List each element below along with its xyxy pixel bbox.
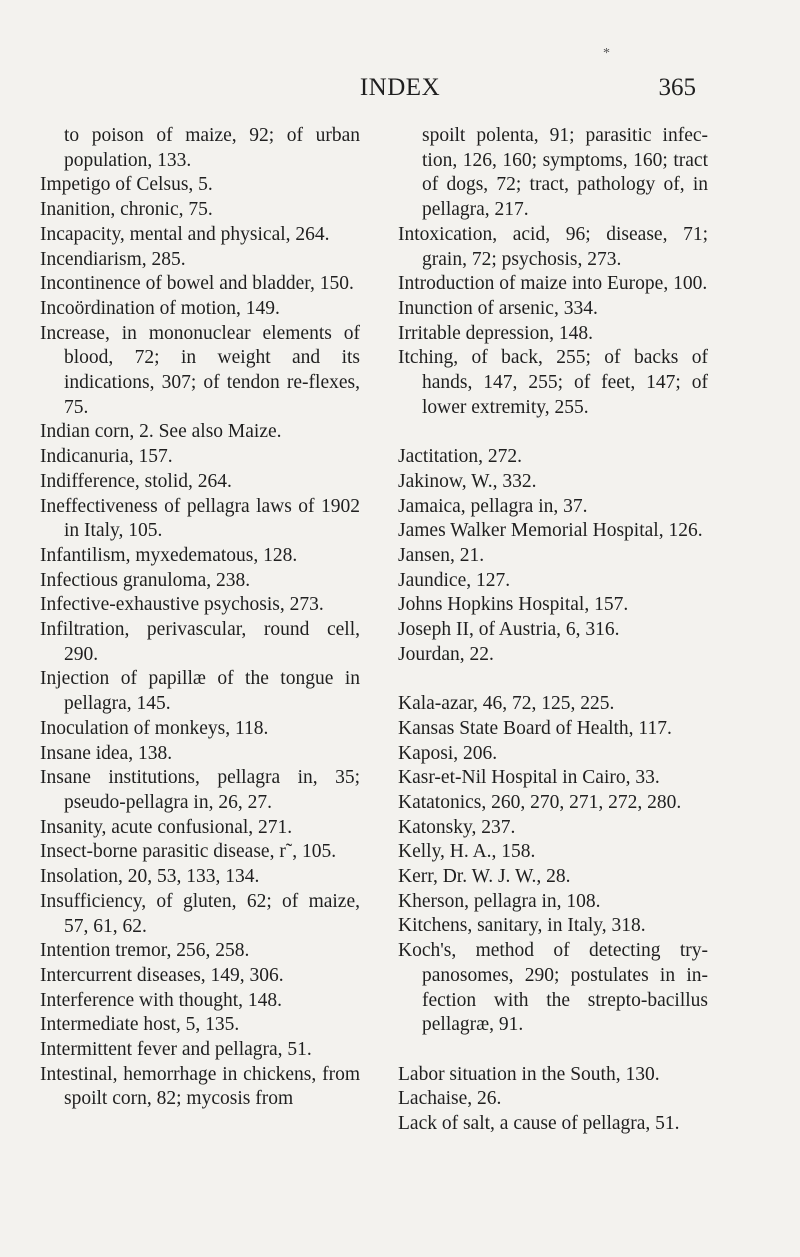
index-entry: Katatonics, 260, 270, 271, 272, 280. [398, 791, 682, 813]
index-entry: Indian corn, 2. See also Maize. [40, 421, 282, 443]
index-entry: Impetigo of Celsus, 5. [40, 174, 213, 196]
index-entry: Insane idea, 138. [40, 742, 173, 764]
index-entry: Ineffectiveness of pellagra laws of 1902 in Italy, 105. [40, 495, 360, 542]
index-entry-continuation: to poison of maize, 92; of urban population, 133. [64, 125, 360, 171]
index-entry: Insolation, 20, 53, 133, 134. [40, 866, 260, 888]
index-entry: Incapacity, mental and physical, 264. [40, 223, 330, 245]
index-entry: Kherson, pellagra in, 108. [398, 890, 601, 912]
index-entry: Intermittent fever and pellagra, 51. [40, 1039, 312, 1061]
index-entry: Inunction of arsenic, 334. [398, 297, 598, 319]
index-entry: Incoördination of motion, 149. [40, 297, 280, 319]
index-column-right [398, 124, 708, 1137]
index-entry: Injection of papillæ of the tongue in pellagra, 145. [40, 668, 360, 715]
index-entry: Jamaica, pellagra in, 37. [398, 495, 588, 517]
page-header [0, 74, 800, 110]
index-entry-continuation: spoilt polenta, 91; parasitic infec-tion, 126, 160; symptoms, 160; tract of dogs, 72; tract, pathology of, in pellagra, 217. [422, 125, 708, 221]
letter-group-gap [398, 1038, 708, 1063]
page-mark: * [603, 46, 610, 61]
index-entry: Johns Hopkins Hospital, 157. [398, 594, 629, 616]
index-entry: Infectious granuloma, 238. [40, 569, 251, 591]
index-entry: Joseph II, of Austria, 6, 316. [398, 619, 620, 641]
index-entry: Jourdan, 22. [398, 643, 494, 665]
index-column-left [40, 124, 360, 1112]
index-entry: Inanition, chronic, 75. [40, 199, 213, 221]
index-entry: Infiltration, perivascular, round cell, 290. [40, 619, 360, 665]
index-entry: Intention tremor, 256, 258. [40, 940, 250, 962]
index-entry: Intoxication, acid, 96; disease, 71; grain, 72; psychosis, 273. [398, 223, 708, 270]
index-entry: Intermediate host, 5, 135. [40, 1014, 240, 1036]
letter-group-gap [398, 667, 708, 692]
index-entry: Indicanuria, 157. [40, 446, 173, 468]
index-entry: Incendiarism, 285. [40, 248, 186, 270]
index-entry: Koch's, method of detecting try-panosomes, 290; postulates in in-fection with the strepto-bacillus pellagræ, 91. [398, 940, 708, 1036]
index-entry: Insanity, acute confusional, 271. [40, 816, 293, 838]
index-entry: Intestinal, hemorrhage in chickens, from spoilt corn, 82; mycosis from [40, 1063, 360, 1110]
index-entry: Introduction of maize into Europe, 100. [398, 273, 708, 295]
index-entry: Irritable depression, 148. [398, 322, 593, 344]
index-entry: James Walker Memorial Hospital, 126. [398, 520, 703, 542]
index-entry: Katonsky, 237. [398, 816, 516, 838]
index-entry: Intercurrent diseases, 149, 306. [40, 964, 284, 986]
index-entry: Increase, in mononuclear elements of blood, 72; in weight and its indications, 307; of tendon re-flexes, 75. [40, 322, 360, 418]
index-entry: Insect-borne parasitic disease, r˜, 105. [40, 841, 337, 863]
index-entry: Lack of salt, a cause of pellagra, 51. [398, 1113, 680, 1135]
index-entry: Kerr, Dr. W. J. W., 28. [398, 866, 571, 888]
index-entry: Insufficiency, of gluten, 62; of maize, 57, 61, 62. [40, 890, 360, 937]
index-entry: Jactitation, 272. [398, 446, 523, 468]
letter-group-gap [398, 420, 708, 445]
index-entry: Kala-azar, 46, 72, 125, 225. [398, 693, 615, 715]
page-title: INDEX [359, 74, 441, 101]
index-entry: Interference with thought, 148. [40, 989, 283, 1011]
index-entry: Infective-exhaustive psychosis, 273. [40, 594, 324, 616]
page-number: 365 [658, 74, 696, 101]
index-entry: Insane institutions, pellagra in, 35; pseudo-pellagra in, 26, 27. [40, 767, 360, 813]
index-entry: Lachaise, 26. [398, 1088, 502, 1110]
index-entry: Jansen, 21. [398, 544, 485, 566]
index-entry: Kelly, H. A., 158. [398, 841, 536, 863]
index-entry: Kaposi, 206. [398, 742, 498, 764]
index-entry: Kitchens, sanitary, in Italy, 318. [398, 915, 646, 937]
index-entry: Jakinow, W., 332. [398, 470, 537, 492]
index-entry: Kansas State Board of Health, 117. [398, 717, 672, 739]
index-entry: Inoculation of monkeys, 118. [40, 717, 269, 739]
index-entry: Incontinence of bowel and bladder, 150. [40, 273, 354, 295]
index-entry: Infantilism, myxedematous, 128. [40, 544, 298, 566]
index-entry: Labor situation in the South, 130. [398, 1063, 660, 1085]
index-entry: Indifference, stolid, 264. [40, 470, 232, 492]
index-entry: Jaundice, 127. [398, 569, 511, 591]
index-entry: Kasr-et-Nil Hospital in Cairo, 33. [398, 767, 660, 789]
index-entry: Itching, of back, 255; of backs of hands, 147, 255; of feet, 147; of lower extremity, 255. [398, 347, 708, 418]
